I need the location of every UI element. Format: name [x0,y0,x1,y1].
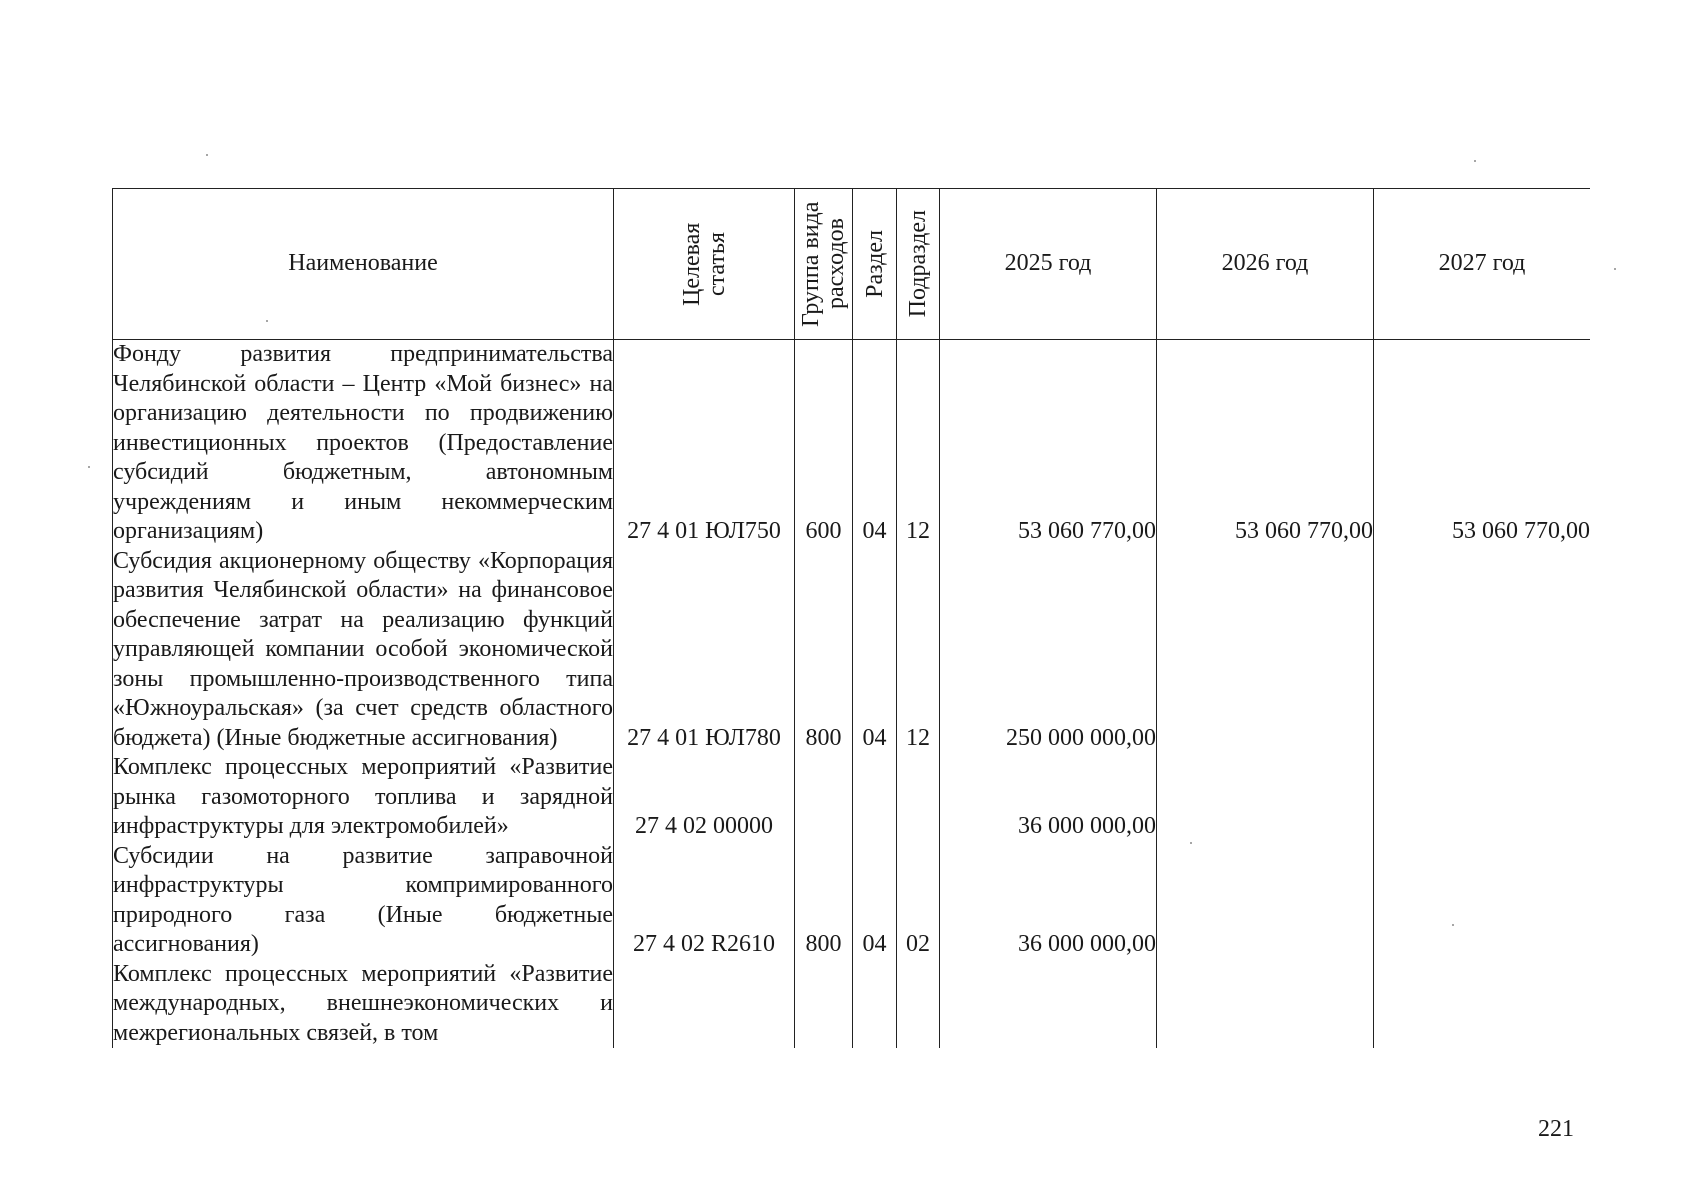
row-subsection [897,753,940,842]
row-name: Комплекс процессных мероприятий «Развитие международных, внешнеэкономических и межрегиональных связей, в том [113,960,614,1049]
row-expense-group [795,960,853,1049]
row-subsection [897,960,940,1049]
row-amount-2026: 53 060 770,00 [1157,340,1374,547]
row-amount-2026 [1157,842,1374,960]
row-amount-2025: 250 000 000,00 [940,547,1157,754]
row-subsection: 12 [897,340,940,547]
row-amount-2027 [1374,960,1591,1049]
row-name: Комплекс процессных мероприятий «Развитие рынка газомоторного топлива и зарядной инфраструктуры для электромобилей» [113,753,614,842]
row-expense-group [795,753,853,842]
header-row [113,189,1591,340]
row-target-article: 27 4 01 ЮЛ750 [614,340,795,547]
row-amount-2025: 36 000 000,00 [940,753,1157,842]
budget-table [112,188,1590,1048]
scan-speck [266,320,268,322]
header-2027: 2027 год [1374,189,1591,340]
row-subsection: 12 [897,547,940,754]
scan-speck [1474,160,1476,162]
row-amount-2027 [1374,842,1591,960]
row-expense-group: 800 [795,547,853,754]
row-target-article: 27 4 02 R2610 [614,842,795,960]
row-target-article: 27 4 01 ЮЛ780 [614,547,795,754]
row-target-article [614,960,795,1049]
table-row [113,960,1591,1049]
row-amount-2027 [1374,753,1591,842]
row-section [853,960,897,1049]
table-row [113,547,1591,754]
header-target-article: Целевая статья [614,189,795,340]
row-target-article: 27 4 02 00000 [614,753,795,842]
row-section [853,753,897,842]
table-row [113,842,1591,960]
table-row [113,753,1591,842]
budget-table-frame [112,188,1590,1090]
row-section: 04 [853,547,897,754]
scan-speck [1452,924,1454,926]
table-row [113,340,1591,547]
header-subsection: Подраздел [897,189,940,340]
header-expense-group: Группа вида расходов [795,189,853,340]
header-2025: 2025 год [940,189,1157,340]
header-name: Наименование [113,189,614,340]
row-expense-group: 600 [795,340,853,547]
page-number: 221 [1538,1116,1574,1142]
scan-speck [88,466,90,468]
scan-speck [1190,842,1192,844]
row-amount-2025 [940,960,1157,1049]
row-expense-group: 800 [795,842,853,960]
row-amount-2025: 36 000 000,00 [940,842,1157,960]
row-subsection: 02 [897,842,940,960]
scan-speck [1614,268,1616,270]
row-section: 04 [853,340,897,547]
row-amount-2027 [1374,547,1591,754]
row-amount-2026 [1157,960,1374,1049]
row-name: Фонду развития предпринимательства Челябинской области – Центр «Мой бизнес» на организацию деятельности по продвижению инвестиционных проектов (Предоставление субсидий бюджетным, автономным учреждениям и иным некоммерческим организациям) [113,340,614,547]
row-amount-2026 [1157,753,1374,842]
scan-speck [206,154,208,156]
header-section: Раздел [853,189,897,340]
row-name: Субсидия акционерному обществу «Корпорация развития Челябинской области» на финансовое обеспечение затрат на реализацию функций управляющей компании особой экономической зоны промышленно-производственного типа «Южноуральская» (за счет средств областного бюджета) (Иные бюджетные ассигнования) [113,547,614,754]
row-amount-2025: 53 060 770,00 [940,340,1157,547]
row-amount-2026 [1157,547,1374,754]
row-section: 04 [853,842,897,960]
row-amount-2027: 53 060 770,00 [1374,340,1591,547]
header-2026: 2026 год [1157,189,1374,340]
row-name: Субсидии на развитие заправочной инфраструктуры компримированного природного газа (Иные бюджетные ассигнования) [113,842,614,960]
